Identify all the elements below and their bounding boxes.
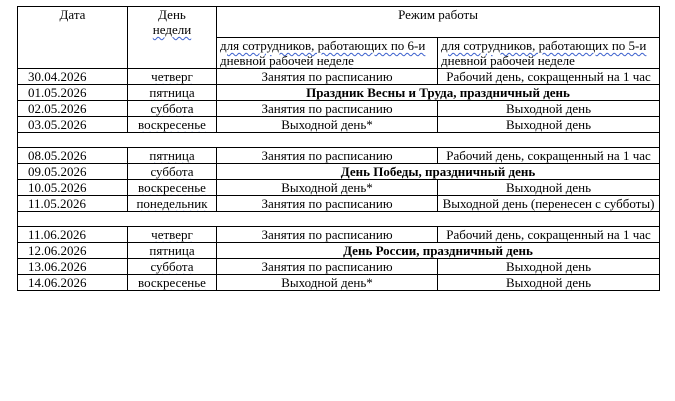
row-date: 10.05.2026 <box>18 180 128 196</box>
row-date: 09.05.2026 <box>18 164 128 180</box>
row-day <box>128 196 217 212</box>
separator-cell <box>18 133 660 148</box>
table-row <box>18 164 660 180</box>
header-five-day <box>438 38 660 69</box>
header-weekday-line2: недели <box>152 22 192 37</box>
row-holiday: Праздник Весны и Труда, праздничный день <box>217 85 660 101</box>
row-day-text: пятница <box>149 148 195 163</box>
header-row <box>18 7 660 38</box>
row-five-day: Выходной день <box>438 101 660 117</box>
separator-cell <box>18 212 660 227</box>
separator-row <box>18 212 660 227</box>
work-schedule-table <box>17 6 660 291</box>
row-day <box>128 69 217 85</box>
table-row <box>18 259 660 275</box>
row-five-day: Выходной день <box>438 259 660 275</box>
row-day-text: пятница <box>149 243 195 258</box>
table-row <box>18 69 660 85</box>
table-row <box>18 148 660 164</box>
row-day-text: четверг <box>151 69 193 84</box>
row-five-day: Выходной день (перенесен с субботы) <box>438 196 660 212</box>
header-weekday <box>128 7 217 69</box>
row-day <box>128 243 217 259</box>
row-five-day: Выходной день <box>438 117 660 133</box>
row-five-day: Рабочий день, сокращенный на 1 час <box>438 148 660 164</box>
row-date: 11.06.2026 <box>18 227 128 243</box>
row-day-text: суббота <box>150 164 194 179</box>
row-five-day: Рабочий день, сокращенный на 1 час <box>438 227 660 243</box>
row-date: 12.06.2026 <box>18 243 128 259</box>
row-five-day: Выходной день <box>438 180 660 196</box>
row-day <box>128 180 217 196</box>
row-date: 14.06.2026 <box>18 275 128 291</box>
row-day-text: понедельник <box>136 196 208 211</box>
row-day <box>128 275 217 291</box>
table-row <box>18 227 660 243</box>
row-six-day: Занятия по расписанию <box>217 259 438 275</box>
row-six-day: Занятия по расписанию <box>217 69 438 85</box>
table-row <box>18 101 660 117</box>
row-five-day: Рабочий день, сокращенный на 1 час <box>438 69 660 85</box>
header-six-day <box>217 38 438 69</box>
header-mode: Режим работы <box>217 7 660 38</box>
row-six-day: Выходной день* <box>217 275 438 291</box>
table-row <box>18 275 660 291</box>
row-day <box>128 101 217 117</box>
header-date: Дата <box>18 7 128 69</box>
table-row <box>18 85 660 101</box>
row-holiday: День Победы, праздничный день <box>217 164 660 180</box>
row-five-day: Выходной день <box>438 275 660 291</box>
header-weekday-line1: День <box>158 7 186 22</box>
row-day <box>128 164 217 180</box>
row-day-text: воскресенье <box>138 180 206 195</box>
table-row <box>18 243 660 259</box>
separator-row <box>18 133 660 148</box>
row-date: 03.05.2026 <box>18 117 128 133</box>
header-six-day-text: для сотрудников, работающих по 6-и дневной рабочей неделе <box>220 38 426 68</box>
row-day <box>128 259 217 275</box>
row-day-text: пятница <box>149 85 195 100</box>
row-date: 08.05.2026 <box>18 148 128 164</box>
row-six-day: Занятия по расписанию <box>217 148 438 164</box>
row-holiday: День России, праздничный день <box>217 243 660 259</box>
row-day-text: четверг <box>151 227 193 242</box>
row-day-text: воскресенье <box>138 275 206 290</box>
header-five-day-text: для сотрудников, работающих по 5-и дневной рабочей неделе <box>441 38 647 68</box>
row-day-text: воскресенье <box>138 117 206 132</box>
row-date: 30.04.2026 <box>18 69 128 85</box>
row-day-text: суббота <box>150 259 194 274</box>
table-row <box>18 180 660 196</box>
row-day <box>128 227 217 243</box>
row-six-day: Занятия по расписанию <box>217 227 438 243</box>
row-date: 01.05.2026 <box>18 85 128 101</box>
row-day-text: суббота <box>150 101 194 116</box>
table-row <box>18 196 660 212</box>
row-six-day: Занятия по расписанию <box>217 101 438 117</box>
table-row <box>18 117 660 133</box>
row-date: 11.05.2026 <box>18 196 128 212</box>
row-day <box>128 85 217 101</box>
row-day <box>128 117 217 133</box>
row-six-day: Занятия по расписанию <box>217 196 438 212</box>
row-day <box>128 148 217 164</box>
row-date: 13.06.2026 <box>18 259 128 275</box>
row-six-day: Выходной день* <box>217 117 438 133</box>
row-six-day: Выходной день* <box>217 180 438 196</box>
row-date: 02.05.2026 <box>18 101 128 117</box>
